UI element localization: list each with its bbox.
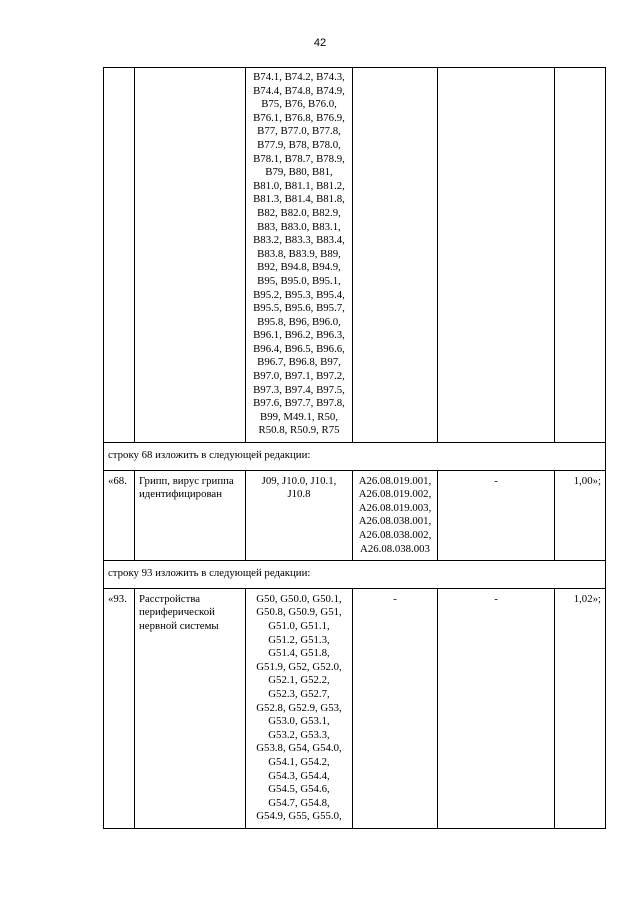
cell-line: A26.08.038.003 bbox=[360, 542, 430, 555]
cell-num: «68. bbox=[104, 470, 135, 561]
cell-codes bbox=[246, 68, 353, 443]
cell-line: B83.8, B83.9, B89, bbox=[257, 247, 341, 260]
cell-line: A26.08.038.002, bbox=[358, 529, 432, 541]
cell-line: B74.4, B74.8, B74.9, bbox=[253, 84, 345, 97]
cell-line: G52.8, G52.9, G53, bbox=[256, 701, 342, 714]
cell-num: «93. bbox=[104, 588, 135, 828]
cell-line: B95.8, B96, B96.0, bbox=[257, 315, 341, 328]
cell-line: B82, B82.0, B82.9, bbox=[257, 206, 341, 219]
cell-line: B77.9, B78, B78.0, bbox=[257, 138, 341, 151]
cell-line: B97.6, B97.7, B97.8, bbox=[253, 397, 345, 410]
cell-line: B97.3, B97.4, B97.5, bbox=[253, 383, 345, 396]
cell-coefficient: 1,02»; bbox=[555, 588, 606, 828]
instruction-row-68 bbox=[104, 443, 606, 471]
cell-line: G54.3, G54.4, bbox=[268, 769, 330, 782]
cell-line: B96.4, B96.5, B96.6, bbox=[253, 342, 345, 355]
cell-coefficient bbox=[555, 68, 606, 443]
cell-line: G50, G50.0, G50.1, bbox=[256, 592, 342, 605]
cell-extra: - bbox=[438, 588, 555, 828]
instruction-text: строку 68 изложить в следующей редакции: bbox=[104, 443, 606, 471]
cell-line: R50.8, R50.9, R75 bbox=[258, 424, 340, 437]
cell-name bbox=[135, 470, 246, 561]
cell-services: - bbox=[353, 588, 438, 828]
cell-line: A26.08.019.003, bbox=[358, 501, 432, 514]
cell-line: идентифицирован bbox=[139, 488, 222, 501]
cell-services bbox=[353, 470, 438, 561]
cell-line: B83.2, B83.3, B83.4, bbox=[253, 234, 345, 247]
table-row-68 bbox=[104, 470, 606, 561]
cell-line: G54.7, G54.8, bbox=[268, 796, 330, 809]
cell-line: A26.08.019.002, bbox=[358, 488, 432, 501]
cell-line: B97.0, B97.1, B97.2, bbox=[253, 370, 345, 383]
cell-line: B74.1, B74.2, B74.3, bbox=[253, 71, 345, 83]
cell-line: нервной системы bbox=[139, 619, 219, 632]
cell-line: G52.3, G52.7, bbox=[268, 687, 330, 700]
cell-line: B92, B94.8, B94.9, bbox=[257, 261, 341, 274]
cell-line: G50.8, G50.9, G51, bbox=[256, 606, 342, 619]
cell-name bbox=[135, 68, 246, 443]
instruction-row-93 bbox=[104, 561, 606, 589]
cell-line: G53.0, G53.1, bbox=[268, 715, 330, 728]
cell-line: B77, B77.0, B77.8, bbox=[257, 125, 341, 138]
cell-line: G51.2, G51.3, bbox=[268, 633, 330, 646]
cell-line: B81.3, B81.4, B81.8, bbox=[253, 193, 345, 206]
cell-line: G54.9, G55, G55.0, bbox=[256, 810, 342, 823]
tariff-table bbox=[103, 67, 606, 829]
cell-line: B78.1, B78.7, B78.9, bbox=[253, 152, 345, 165]
cell-line: периферической bbox=[139, 606, 215, 619]
cell-extra: - bbox=[438, 470, 555, 561]
cell-codes bbox=[246, 470, 353, 561]
cell-line: A26.08.038.001, bbox=[358, 515, 432, 528]
cell-line: B96.1, B96.2, B96.3, bbox=[253, 329, 345, 342]
cell-line: J09, J10.0, J10.1, bbox=[261, 474, 337, 487]
cell-line: G53.2, G53.3, bbox=[268, 728, 330, 741]
cell-line: J10.8 bbox=[287, 488, 311, 501]
table-row-continued bbox=[104, 68, 606, 443]
cell-services bbox=[353, 68, 438, 443]
cell-line: B95.5, B95.6, B95.7, bbox=[253, 302, 345, 315]
cell-line: B95, B95.0, B95.1, bbox=[257, 274, 341, 287]
cell-line: Расстройства bbox=[139, 592, 201, 605]
cell-line: B76.1, B76.8, B76.9, bbox=[253, 111, 345, 124]
cell-line: B96.7, B96.8, B97, bbox=[257, 356, 341, 369]
cell-line: G54.1, G54.2, bbox=[268, 755, 330, 768]
cell-line: B83, B83.0, B83.1, bbox=[257, 220, 341, 233]
cell-line: G51.0, G51.1, bbox=[268, 619, 330, 632]
cell-line: G53.8, G54, G54.0, bbox=[256, 742, 342, 755]
cell-extra bbox=[438, 68, 555, 443]
cell-line: B75, B76, B76.0, bbox=[261, 98, 337, 111]
cell-line: A26.08.019.001, bbox=[358, 474, 432, 487]
cell-codes bbox=[246, 588, 353, 828]
instruction-text: строку 93 изложить в следующей редакции: bbox=[104, 561, 606, 589]
cell-name bbox=[135, 588, 246, 828]
table-row-93 bbox=[104, 588, 606, 828]
cell-line: Грипп, вирус гриппа bbox=[139, 474, 234, 487]
cell-line: G52.1, G52.2, bbox=[268, 674, 330, 687]
cell-line: G51.4, G51.8, bbox=[268, 647, 330, 660]
page-number: 42 bbox=[313, 37, 327, 49]
cell-line: G54.5, G54.6, bbox=[268, 783, 330, 796]
cell-line: G51.9, G52, G52.0, bbox=[256, 660, 342, 673]
cell-num bbox=[104, 68, 135, 443]
cell-line: B95.2, B95.3, B95.4, bbox=[253, 288, 345, 301]
cell-line: B79, B80, B81, bbox=[265, 166, 333, 179]
cell-line: B99, M49.1, R50, bbox=[260, 410, 338, 423]
cell-line: B81.0, B81.1, B81.2, bbox=[253, 179, 345, 192]
cell-coefficient: 1,00»; bbox=[555, 470, 606, 561]
